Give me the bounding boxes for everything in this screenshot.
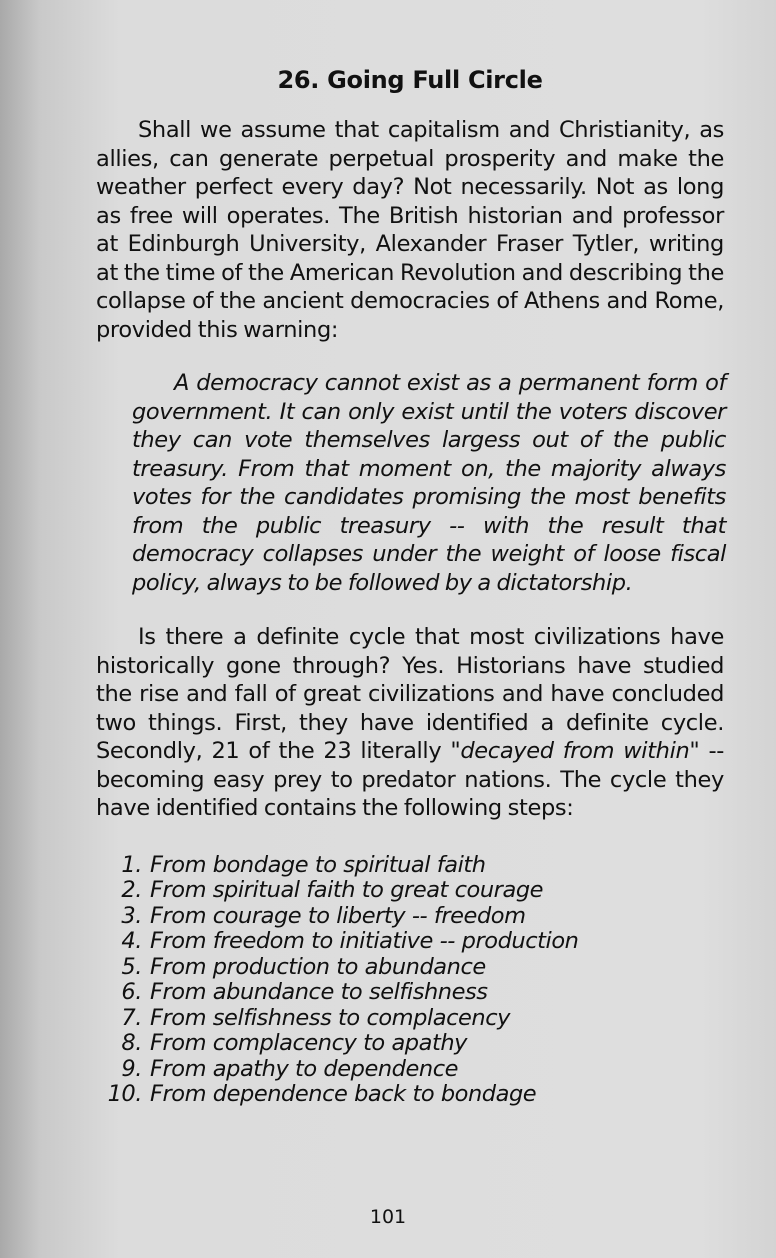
list-item [96, 1082, 724, 1108]
step-number: 4. [121, 928, 142, 954]
list-item [96, 955, 724, 981]
page-number: 101 [369, 1206, 407, 1228]
intro-paragraph: Shall we assume that capitalism and Christianity, as allies, can generate perpetual prosperity and make the weather perfect every day? Not necessarily. Not as long as free will operates. The British historian and professor at Edinburgh University, Alexander Fraser Tytler, writing at the time of the American Revolution and describing the collapse of the ancient democracies of Athens and Rome, provided this warning: [96, 117, 724, 343]
step-number: 2. [121, 877, 142, 903]
step-text: From abundance to selfishness [150, 979, 488, 1005]
list-item [96, 904, 724, 930]
quote-text: A democracy cannot exist as a permanent form of government. It can only exist until the voters discover they can vote themselves largess out of the public treasury. From that moment on, the majority always votes for the candidates promising the most benefits from the public treasury -- with the result that democracy collapses under the weight of loose fiscal policy, always to be followed by a dictatorship. [132, 370, 726, 596]
list-item [96, 980, 724, 1006]
page-content [96, 66, 724, 1108]
step-text: From selfishness to complacency [150, 1004, 511, 1031]
list-item [96, 1057, 724, 1083]
step-number: 9. [121, 1055, 142, 1082]
chapter-heading: 26. Going Full Circle [277, 66, 543, 94]
step-number: 6. [121, 979, 142, 1005]
step-number: 5. [121, 953, 142, 980]
block-quote [132, 369, 726, 597]
step-number: 10. [107, 1081, 142, 1107]
step-number: 8. [121, 1030, 142, 1056]
cycle-paragraph-text-end: -- becoming easy prey to predator nations. The cycle they have identified contains the following steps: [96, 738, 724, 821]
cycle-paragraph-text: Is there a definite cycle that most civilizations have historically gone through? Yes. Historians have studied the rise and fall of great civilizations and have concluded two things. First, they have identified a definite cycle. Secondly, 21 of the 23 literally [96, 624, 724, 764]
step-text: From apathy to dependence [150, 1055, 459, 1082]
list-item [96, 1006, 724, 1032]
step-text: From complacency to apathy [150, 1030, 468, 1056]
step-text: From bondage to spiritual faith [150, 851, 486, 878]
list-item [96, 853, 724, 879]
step-number: 7. [121, 1004, 142, 1031]
step-number: 3. [121, 902, 142, 929]
step-text: From spiritual faith to great courage [150, 877, 544, 903]
step-text: From dependence back to bondage [150, 1081, 537, 1107]
list-item [96, 1031, 724, 1057]
emphasis-quote: "decayed from within" [450, 738, 700, 764]
cycle-paragraph [96, 623, 724, 823]
step-number: 1. [121, 851, 142, 878]
step-text: From freedom to initiative -- production [150, 928, 579, 954]
list-item [96, 929, 724, 955]
step-text: From production to abundance [150, 953, 486, 980]
list-item [96, 878, 724, 904]
cycle-steps-list [96, 853, 724, 1108]
step-text: From courage to liberty -- freedom [150, 902, 526, 929]
